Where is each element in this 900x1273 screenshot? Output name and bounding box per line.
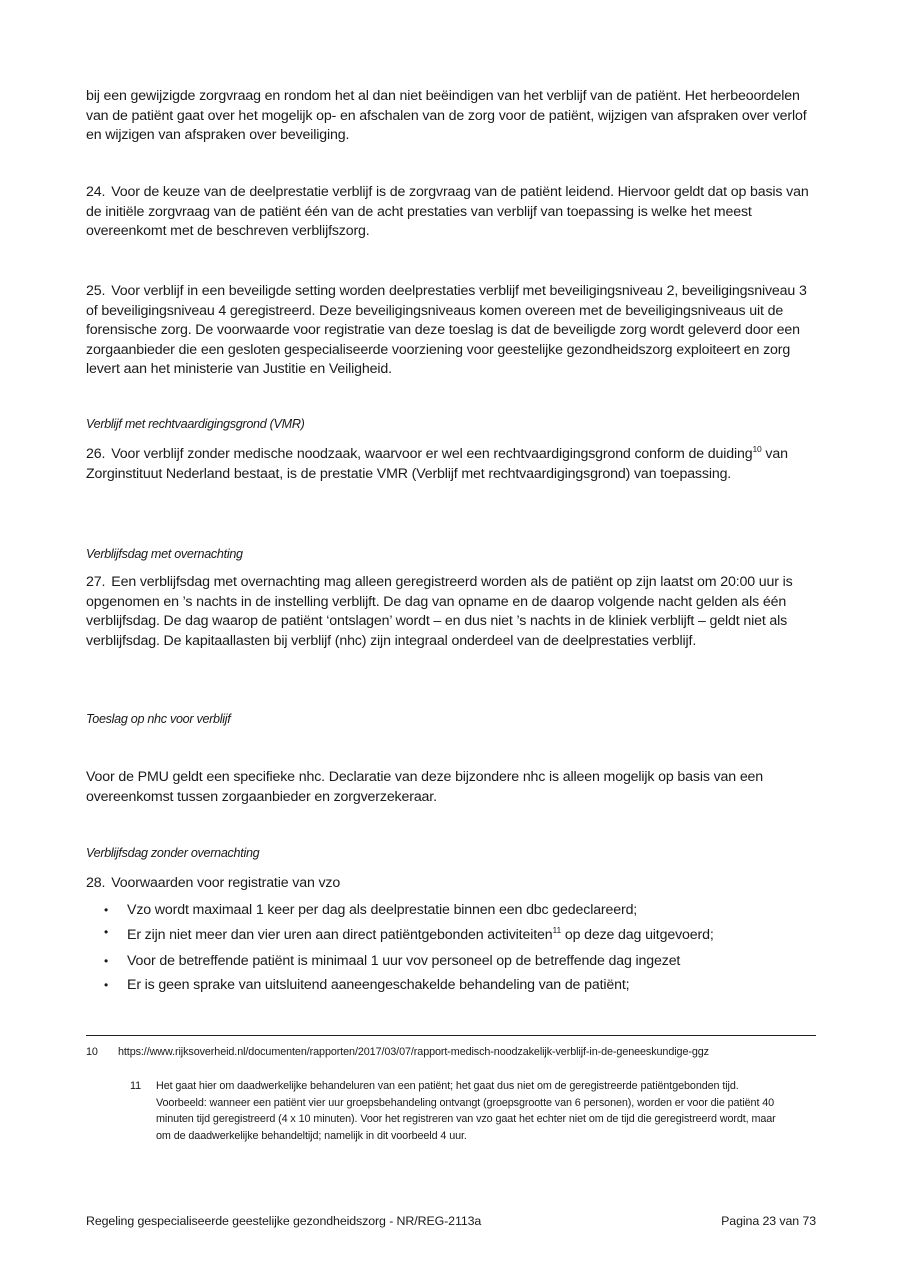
intro-paragraph: bij een gewijzigde zorgvraag en rondom het al dan niet beëindigen van het verblijf van de patiënt. Het herbeoordelen van de patiënt gaat over het mogelijk op- en afschalen van de zorg voor de patiënt, wijzigen van afspraken over verlof en wijzigen van afspraken over beveiliging. (86, 88, 807, 144)
footnote-10 (86, 1044, 778, 1061)
article-number: 26. (86, 446, 106, 462)
article-24 (86, 183, 816, 242)
article-number: 27. (86, 574, 106, 590)
list-item-text-continued: op deze dag uitgevoerd; (561, 926, 714, 943)
article-28 (86, 874, 816, 894)
footnote-11 (130, 1078, 788, 1144)
section-heading-verblijfsdag-zonder-overnachting: Verblijfsdag zonder overnachting (86, 846, 260, 860)
list-item (86, 901, 816, 926)
article-number: 25. (86, 283, 106, 299)
article-number: 24. (86, 184, 106, 200)
footnote-text: Het gaat hier om daadwerkelijke behandeluren van een patiënt; het gaat dus niet om de geregistreerde patiëntgebonden tijd. Voorbeeld: wanneer een patiënt vier uur groepsbehandeling ontvangt (groepsgrootte van 6 personen), worden er voor die patiënt 40 minuten tijd geregistreerd (4 x 10 minuten). Voor het registreren van vzo gaat het echter niet om de tijd die geregistreerd wordt, maar om de daadwerkelijke behandeltijd; namelijk in dit voorbeeld 4 uur. (156, 1080, 776, 1142)
bullet-icon: • (104, 978, 109, 992)
article-text-continued: van Zorginstituut Nederland bestaat, is de prestatie VMR (Verblijf met rechtvaardigingsgrond) van toepassing. (86, 446, 788, 482)
page-number: Pagina 23 van 73 (721, 1214, 816, 1228)
bullet-icon: • (104, 903, 109, 917)
article-number: 28. (86, 875, 106, 891)
bullet-icon: • (104, 924, 109, 939)
article-text: Voor verblijf zonder medische noodzaak, waarvoor er wel een rechtvaardigingsgrond conform de duiding (111, 446, 753, 462)
article-25 (86, 282, 816, 380)
list-item (86, 952, 816, 977)
list-item-text: Voor de betreffende patiënt is minimaal 1 uur vov personeel op de betreffende dag ingezet (127, 952, 681, 969)
list-item-text: Er zijn niet meer dan vier uren aan direct patiëntgebonden activiteiten (127, 926, 553, 943)
section-heading-verblijfsdag-met-overnachting: Verblijfsdag met overnachting (86, 547, 243, 561)
footnote-separator (86, 1035, 816, 1036)
footnote-ref-10[interactable]: 10 (752, 444, 762, 454)
list-item-text: Vzo wordt maximaal 1 keer per dag als deelprestatie binnen een dbc gedeclareerd; (127, 902, 638, 918)
toeslag-paragraph: Voor de PMU geldt een specifieke nhc. Declaratie van deze bijzondere nhc is alleen mogelijk op basis van een overeenkomst tussen zorgaanbieder en zorgverzekeraar. (86, 769, 764, 805)
document-title: Regeling gespecialiseerde geestelijke gezondheidszorg - NR/REG-2113a (86, 1214, 482, 1228)
list-item (86, 926, 816, 952)
article-text: Voor de keuze van de deelprestatie verblijf is de zorgvraag van de patiënt leidend. Hiervoor geldt dat op basis van de initiële zorgvraag van de patiënt één van de acht prestaties van verblijf van toepassing is welke het meest overeenkomt met de beschreven verblijfszorg. (86, 184, 809, 240)
footnote-ref-11[interactable]: 11 (552, 924, 562, 935)
footnote-number: 11 (130, 1080, 142, 1092)
article-text: Voorwaarden voor registratie van vzo (111, 875, 341, 891)
section-heading-toeslag-nhc: Toeslag op nhc voor verblijf (86, 712, 231, 726)
section-heading-vmr: Verblijf met rechtvaardigingsgrond (VMR) (86, 417, 305, 431)
article-text: Een verblijfsdag met overnachting mag alleen geregistreerd worden als de patiënt op zijn laatst om 20:00 uur is opgenomen en ’s nachts in de instelling verblijft. De dag van opname en de daarop volgende nacht gelden als één verblijfsdag. De dag waarop de patiënt ‘ontslagen’ wordt – en dus niet ’s nachts in de kliniek verblijft – geldt niet als verblijfsdag. De kapitaallasten bij verblijf (nhc) zijn integraal onderdeel van de deelprestaties verblijf. (86, 574, 793, 649)
list-item-text: Er is geen sprake van uitsluitend aaneengeschakelde behandeling van de patiënt; (127, 977, 630, 993)
footnote-link[interactable]: https://www.rijksoverheid.nl/documenten/rapporten/2017/03/07/rapport-medisch-noodzakelijk-verblijf-in-de-geneeskundige-ggz (118, 1046, 709, 1058)
footnote-number: 10 (86, 1046, 98, 1058)
article-27 (86, 573, 816, 651)
list-item (86, 976, 816, 1001)
article-26 (86, 445, 816, 484)
bullet-icon: • (104, 953, 109, 968)
vzo-conditions-list (86, 901, 816, 1001)
article-text: Voor verblijf in een beveiligde setting worden deelprestaties verblijf met beveiligingsniveau 2, beveiligingsniveau 3 of beveiligingsniveau 4 geregistreerd. Deze beveiligingsniveaus komen overeen met de beveiligingsniveaus uit de forensische zorg. De voorwaarde voor registratie van deze toeslag is dat de beveiligde zorg wordt geleverd door een zorgaanbieder die een gesloten gespecialiseerde voorziening voor geestelijke gezondheidszorg exploiteert en zorg levert aan het ministerie van Justitie en Veiligheid. (86, 283, 807, 378)
